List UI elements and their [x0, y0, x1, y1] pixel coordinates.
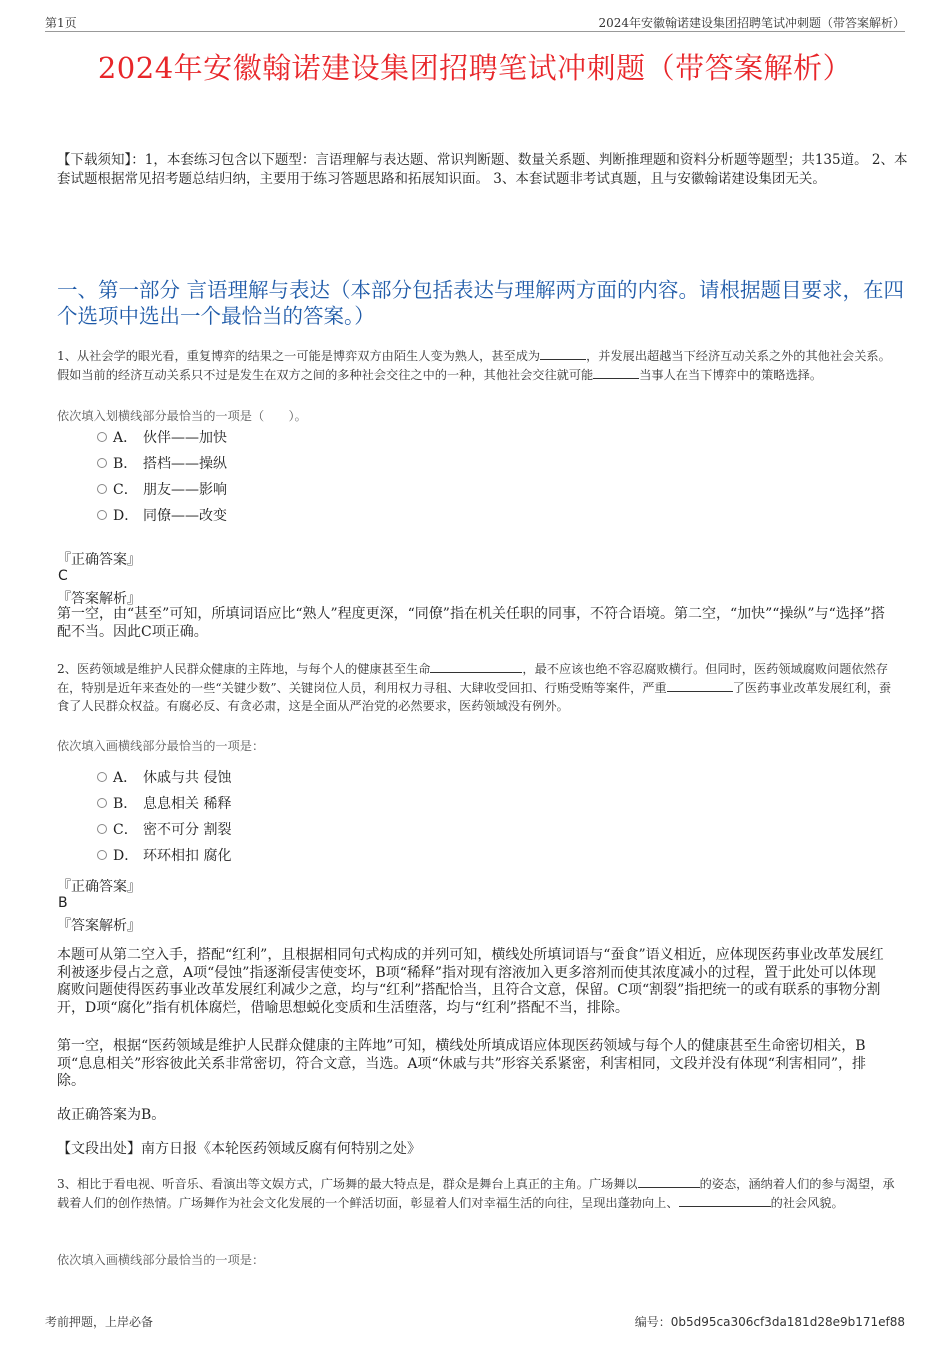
section-title: 一、第一部分 言语理解与表达（本部分包括表达与理解两方面的内容。请根据题目要求，在四个选项中选出一个最恰当的答案。）: [57, 278, 905, 328]
download-notice: 【下载须知】：1，本套练习包含以下题型：言语理解与表达题、常识判断题、数量关系题、判断推理题和资料分析题等题型；共135道。 2、本套试题根据常见招考题总结归纳，主要用于练习答题思路和拓展知识面。 3、本套试题非考试真题，且与安徽翰诺建设集团无关。: [57, 152, 908, 187]
radio-icon[interactable]: [97, 510, 107, 520]
footer-slogan: 考前押题，上岸必备: [45, 1315, 154, 1329]
running-title: 2024年安徽翰诺建设集团招聘笔试冲刺题（带答案解析）: [598, 16, 905, 30]
q2-option-a[interactable]: A． 休戚与共 侵蚀: [97, 768, 231, 788]
answer-blank: [667, 679, 733, 692]
q1-answer: C: [58, 568, 68, 584]
question-3-prompt: 依次填入画横线部分最恰当的一项是：: [57, 1253, 265, 1267]
q2-source: 【文段出处】南方日报《本轮医药领域反腐有何特别之处》: [57, 1141, 421, 1157]
q1-option-c[interactable]: C． 朋友——影响: [97, 480, 227, 500]
question-1-prompt: 依次填入划横线部分最恰当的一项是（ ）。: [57, 409, 307, 423]
radio-icon[interactable]: [97, 484, 107, 494]
q2-analysis-label: 『答案解析』: [57, 918, 141, 934]
header-divider: [45, 31, 905, 32]
q2-option-b[interactable]: B． 息息相关 稀释: [97, 794, 231, 814]
q2-answer-label: 『正确答案』: [57, 879, 141, 895]
radio-icon[interactable]: [97, 798, 107, 808]
q1-answer-label: 『正确答案』: [57, 552, 141, 568]
answer-blank: [540, 347, 586, 360]
q2-option-c[interactable]: C． 密不可分 割裂: [97, 820, 231, 840]
document-code: 编号：0b5d95ca306cf3da181d28e9b171ef88: [634, 1315, 905, 1329]
q1-option-b[interactable]: B． 搭档——操纵: [97, 454, 227, 474]
q1-analysis-label: 『答案解析』: [57, 591, 141, 607]
radio-icon[interactable]: [97, 458, 107, 468]
question-3-text: 3、相比于看电视、听音乐、看演出等文娱方式，广场舞的最大特点是，群众是舞台上真正的主角。广场舞以 的姿态，涵纳着人们的参与渴望，承载着人们的创作热情。广场舞作为社会文化发展的一个鲜活切面，彰显着人们对幸福生活的向往，呈现出蓬勃向上、 的社会风貌。: [57, 1177, 895, 1210]
question-2-prompt: 依次填入画横线部分最恰当的一项是：: [57, 739, 265, 753]
q2-conclusion: 故正确答案为B。: [57, 1107, 166, 1123]
answer-blank: [593, 366, 639, 379]
radio-icon[interactable]: [97, 824, 107, 834]
answer-blank: [679, 1194, 771, 1207]
q2-answer: B: [58, 895, 68, 911]
question-2-text: 2、医药领域是维护人民群众健康的主阵地，与每个人的健康甚至生命 ，最不应该也绝不容忍腐败横行。但同时，医药领域腐败问题依然存在，特别是近年来查处的一些“关键少数”、关键岗位人员，利用权力寻租、大肆收受回扣、行贿受贿等案件，严重 了医药事业改革发展红利，蚕食了人民群众权益。有腐必反、有贪必肃，这是全面从严治党的必然要求，医药领域没有例外。: [57, 662, 892, 713]
q1-option-a[interactable]: A． 伙伴——加快: [97, 428, 227, 448]
radio-icon[interactable]: [97, 850, 107, 860]
answer-blank: [430, 660, 522, 673]
q2-analysis-paragraph-1: 本题可从第二空入手，搭配“红利”，且根据相同句式构成的并列可知，横线处所填词语与“蚕食”语义相近，应体现医药事业改革发展红利被逐步侵占之意，A项“侵蚀”指逐渐侵害使变坏，B项“稀释”指对现有溶液加入更多溶剂而使其浓度减小的过程，置于此处可以体现腐败问题使得医药事业改革发展红利减少之意，均与“红利”搭配恰当，且符合文意，保留。C项“割裂”指把统一的或有联系的事物分割开，D项“腐化”指有机体腐烂，借喻思想蜕化变质和生活堕落，均与“红利”搭配不当，排除。: [57, 947, 884, 1016]
q1-analysis: 第一空，由“甚至”可知，所填词语应比“熟人”程度更深，“同僚”指在机关任职的同事，不符合语境。第二空，“加快”“操纵”与“选择”搭配不当。因此C项正确。: [57, 606, 885, 640]
page-number: 第1页: [45, 16, 77, 30]
q2-analysis-paragraph-2: 第一空，根据“医药领域是维护人民群众健康的主阵地”可知，横线处所填成语应体现医药领域与每个人的健康甚至生命密切相关，B项“息息相关”形容彼此关系非常密切，符合文意，当选。A项“休戚与共”形容关系紧密，利害相同，文段并没有体现“利害相同”，排除。: [57, 1038, 867, 1089]
radio-icon[interactable]: [97, 432, 107, 442]
radio-icon[interactable]: [97, 772, 107, 782]
q2-option-d[interactable]: D． 环环相扣 腐化: [97, 846, 231, 866]
answer-blank: [638, 1175, 700, 1188]
q1-option-d[interactable]: D． 同僚——改变: [97, 506, 227, 526]
page-title: 2024年安徽翰诺建设集团招聘笔试冲刺题（带答案解析）: [97, 51, 853, 85]
question-1-text: 1、从社会学的眼光看，重复博弈的结果之一可能是博弈双方由陌生人变为熟人，甚至成为 ，并发展出超越当下经济互动关系之外的其他社会关系。假如当前的经济互动关系只不过是发生在双方之间的多种社会交往之中的一种，其他社会交往就可能 当事人在当下博弈中的策略选择。: [57, 349, 891, 382]
